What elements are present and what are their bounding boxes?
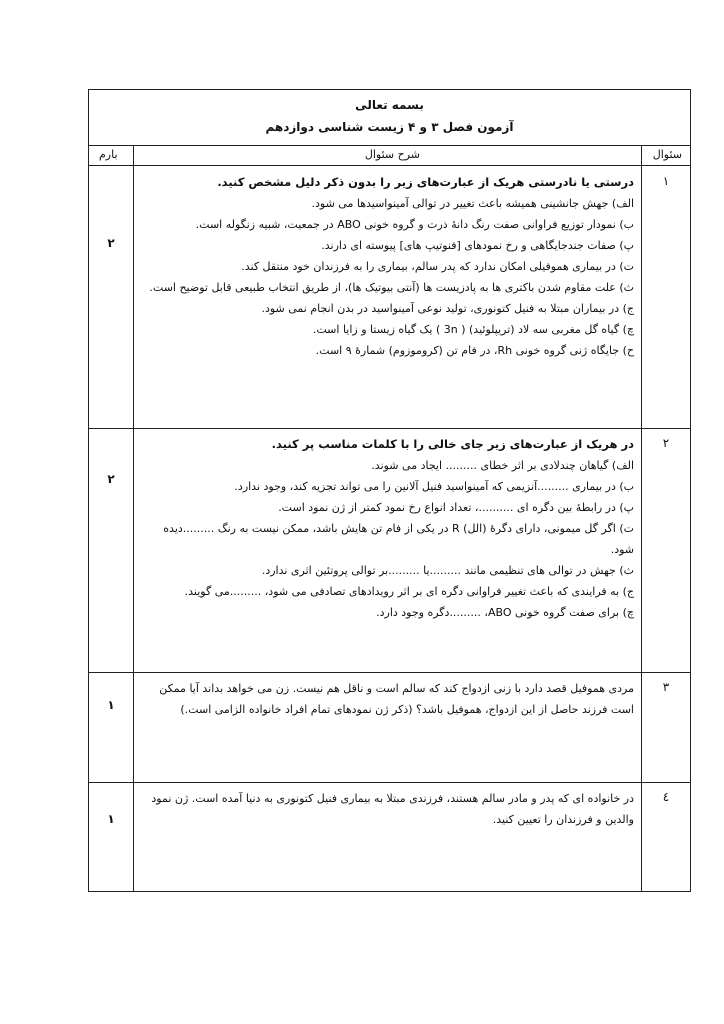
question-item: ب) نمودار توزیع فراوانی صفت رنگ دانهٔ ذرت و گروه خونی ABO در جمعیت، شبیه زنگوله است. xyxy=(195,218,634,231)
question-heading: در هریک از عبارت‌های زیر جای خالی را با کلمات مناسب پر کنید. xyxy=(271,437,634,451)
question-item: الف) جهش جانشینی همیشه باعث تغییر در توالی آمینواسیدها می شود. xyxy=(311,197,634,210)
exam-sheet xyxy=(88,89,691,892)
question-item: ث) جهش در توالی های تنظیمی مانند .........یا .........بر توالی پروتئین اثری ندارد. xyxy=(261,564,634,577)
exam-header xyxy=(89,90,690,146)
description-column-header: شرح سئوال xyxy=(364,148,420,161)
question-body xyxy=(141,678,634,720)
question-item: مردی هموفیل قصد دارد با زنی ازدواج کند که سالم است و ناقل هم نیست. زن می خواهد بداند آیا ممکن است فرزند حاصل از این ازدواج، هموفیل باشد؟ (ذکر ژن نمودهای تمام افراد خانواده الزامی است.) xyxy=(159,682,634,716)
question-item: در خانواده ای که پدر و مادر سالم هستند، فرزندی مبتلا به بیماری فنیل کتونوری به دنیا آمده است. ژن نمود والدین و فرزندان را تعیین کنید. xyxy=(151,792,634,826)
question-item: ج) به فرایندی که باعث تغییر فراوانی دگره ای بر اثر رویدادهای تصادفی می شود، .........می گویند. xyxy=(184,585,634,598)
question-body xyxy=(141,434,634,623)
question-item: ح) جایگاه ژنی گروه خونی Rh، در فام تن (کروموزوم) شمارهٔ ۹ است. xyxy=(315,344,634,357)
question-item: پ) صفات جندجایگاهی و رخ نمودهای [فنوتیپ های] پیوسته ای دارند. xyxy=(321,239,634,252)
question-number: ۲ xyxy=(662,436,670,450)
question-item: چ) برای صفت گروه خونی ABO، .........دگره وجود دارد. xyxy=(376,606,634,619)
question-body xyxy=(141,788,634,830)
question-score: ۱ xyxy=(107,698,115,712)
question-item: ت) اگر گل میمونی، دارای دگرهٔ (الل) R در یکی از فام تن هایش باشد، ممکن نیست به رنگ .........دیده شود. xyxy=(163,522,634,556)
question-number: ۱ xyxy=(662,174,670,188)
score-column-header: بارم xyxy=(99,148,118,161)
question-item: الف) گیاهان چندلادی بر اثر خطای ......... ایجاد می شوند. xyxy=(371,459,634,472)
question-item: ث) علت مقاوم شدن باکتری ها به پادزیست ها (آنتی بیوتیک ها)، از طریق انتخاب طبیعی قابل توضیح است. xyxy=(149,281,634,294)
question-number: ۳ xyxy=(662,680,670,694)
question-column-header: سئوال xyxy=(652,148,682,161)
question-item: ج) در بیماران مبتلا به فنیل کتونوری، تولید نوعی آمینواسید در بدن انجام نمی شود. xyxy=(261,302,634,315)
column-headers xyxy=(89,145,690,166)
question-item: پ) در رابطهٔ بین دگره ای ..........، تعداد انواع رخ نمود کمتر از ژن نمود است. xyxy=(278,501,634,514)
exam-title: آزمون فصل ۳ و ۴ زیست شناسی دوازدهم xyxy=(265,120,514,134)
question-row-1 xyxy=(89,166,690,429)
question-body xyxy=(141,172,634,361)
question-score: ۲ xyxy=(107,236,115,250)
question-score: ۲ xyxy=(107,472,115,486)
question-heading: درستی یا نادرستی هریک از عبارت‌های زیر را بدون ذکر دلیل مشخص کنید. xyxy=(217,175,634,189)
header-title: بسمه تعالی xyxy=(355,98,424,112)
question-item: ت) در بیماری هموفیلی امکان ندارد که پدر سالم، بیماری را به فرزندان خود منتقل کند. xyxy=(241,260,634,273)
question-item: چ) گیاه گل مغربی سه لاد (تریپلوئید) ( 3n ) یک گیاه زیستا و زایا است. xyxy=(312,323,634,336)
question-row-3 xyxy=(89,672,690,783)
question-item: ب) در بیماری .........آنزیمی که آمینواسید فنیل آلانین را می تواند تجزیه کند، وجود ندارد. xyxy=(234,480,634,493)
question-number: ٤ xyxy=(662,790,670,804)
question-row-2 xyxy=(89,428,690,673)
question-score: ۱ xyxy=(107,812,115,826)
question-row-4 xyxy=(89,782,690,892)
